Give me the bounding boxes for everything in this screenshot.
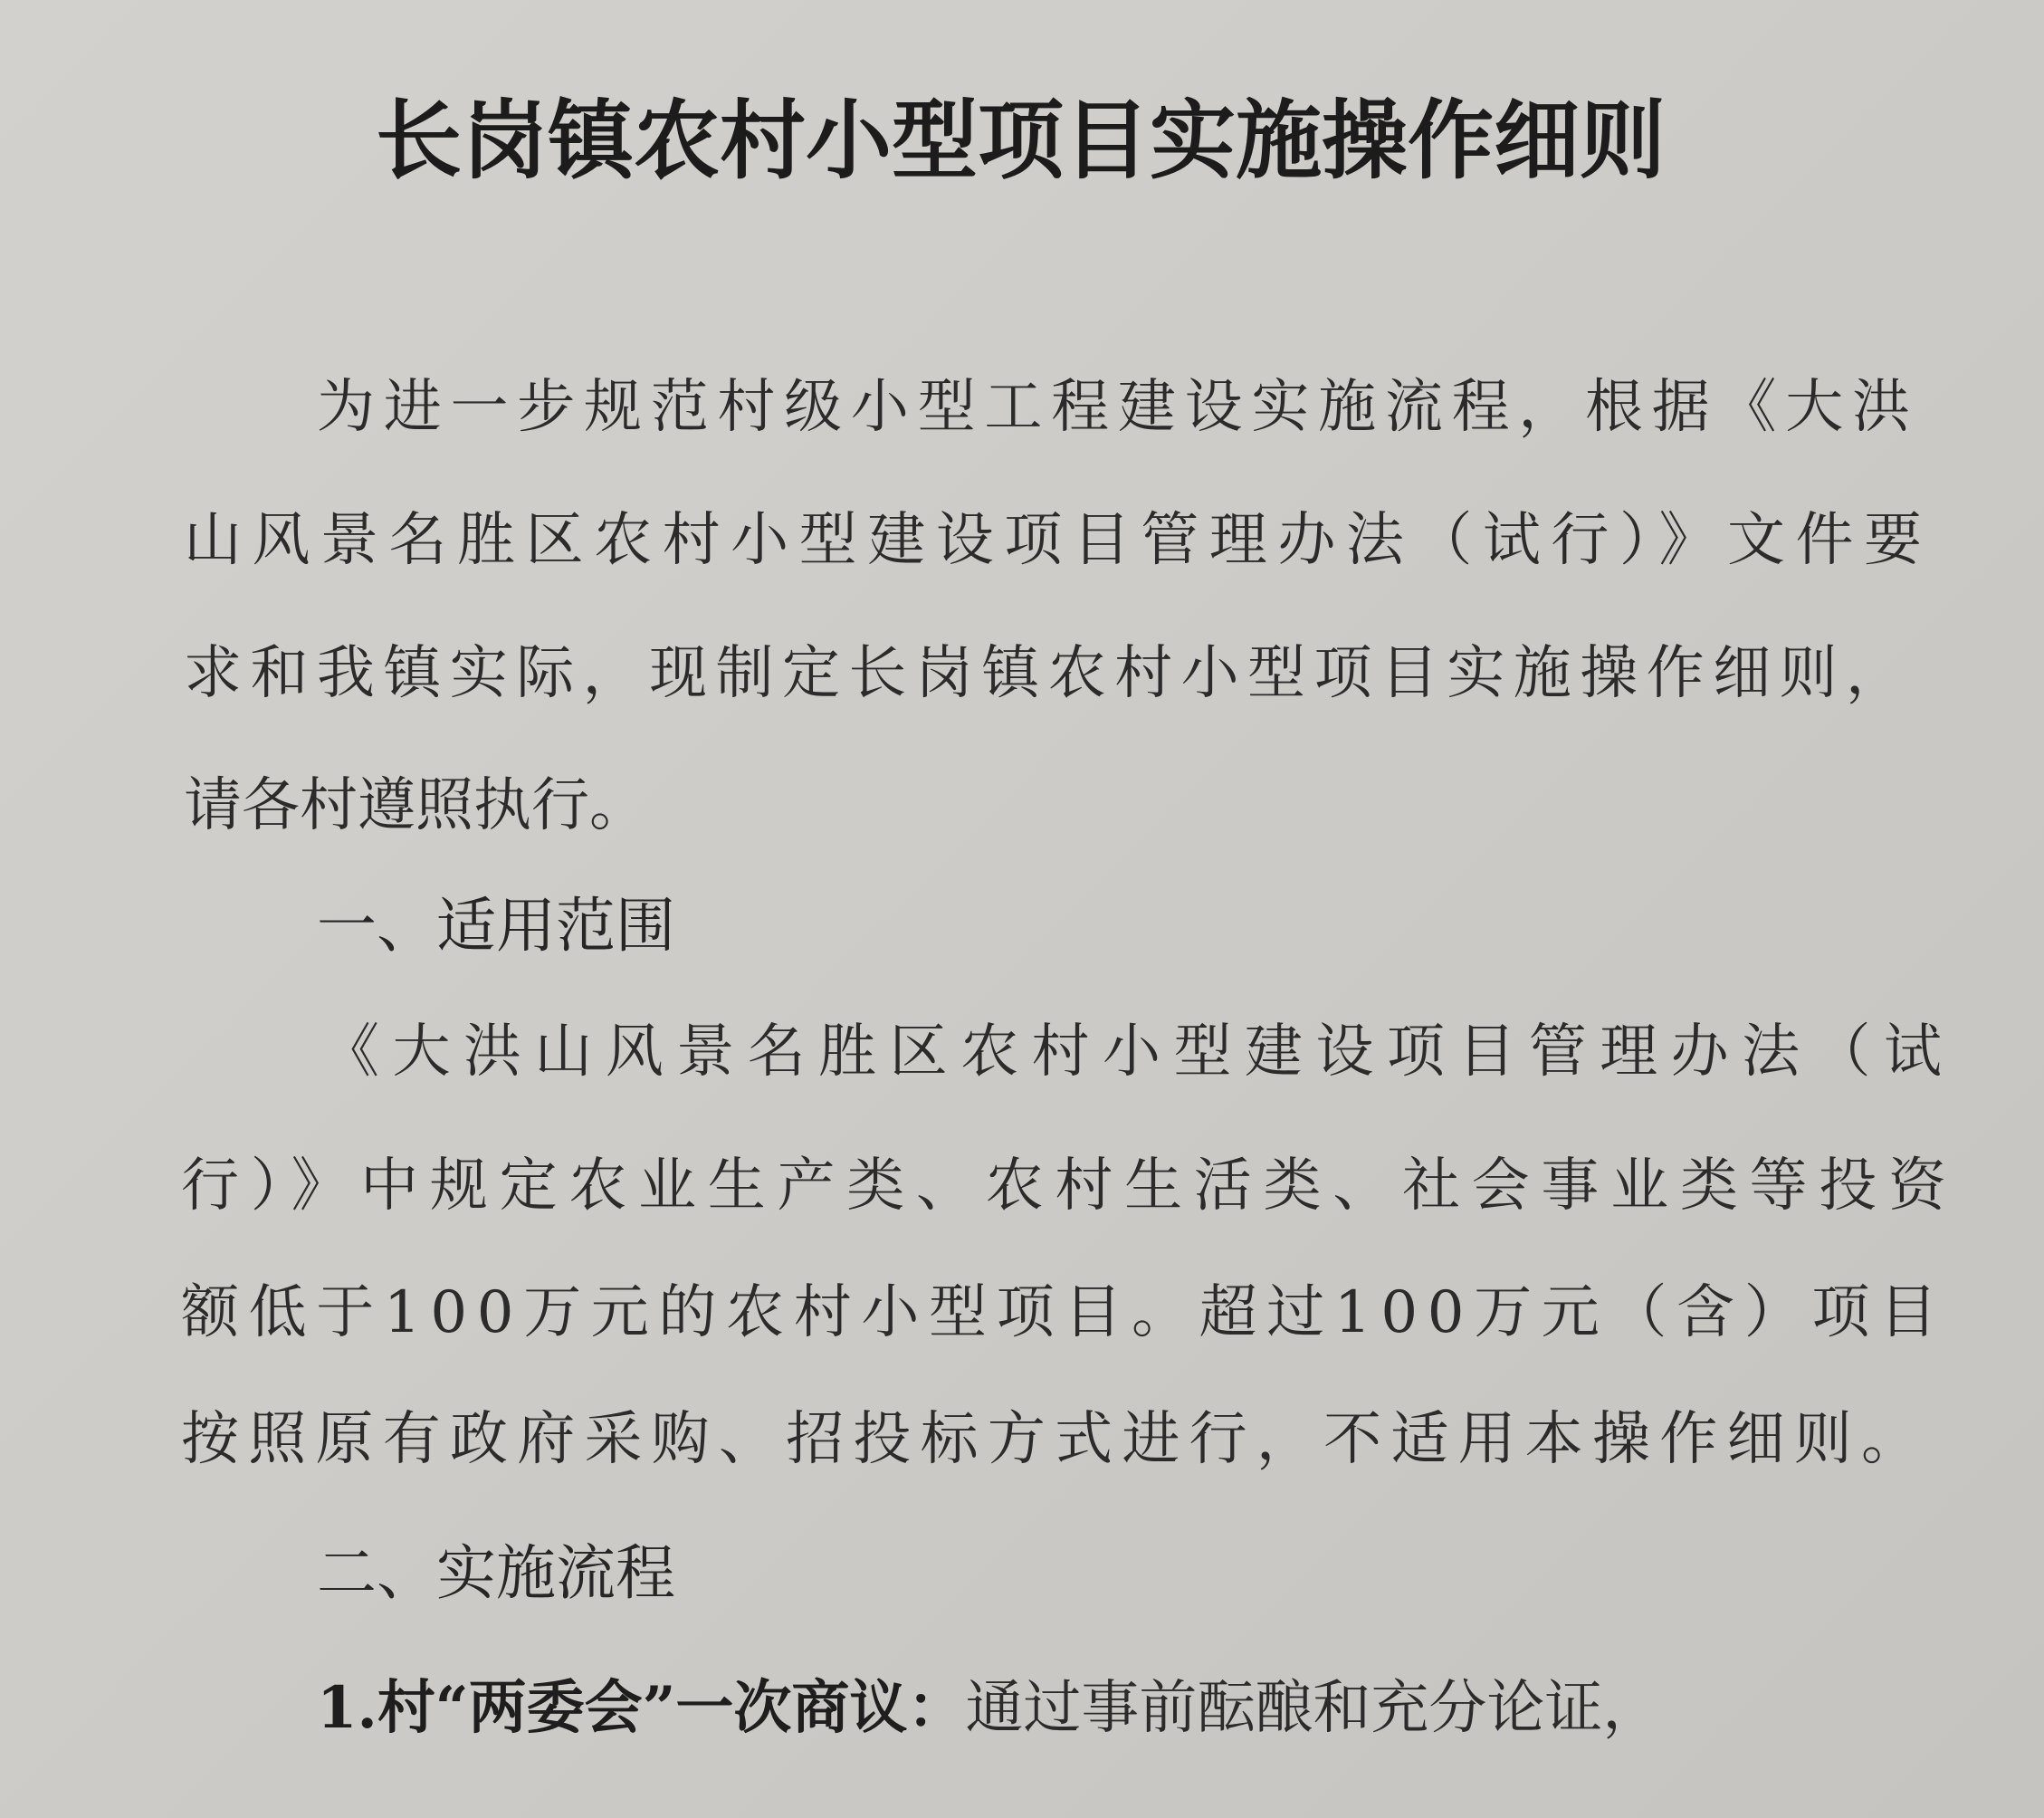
step-1-text: 通过事前酝酿和充分论证， (965, 1675, 1661, 1742)
section-heading-process: 二、实施流程 (317, 1538, 675, 1608)
step-1-lead: 1.村“两委会”一次商议： (317, 1674, 966, 1742)
paragraph-line: 求和我镇实际，现制定长岗镇农村小型项目实施操作细则， (184, 640, 1913, 707)
paragraph-line: 为进一步规范村级小型工程建设实施流程，根据《大洪 (317, 374, 1919, 441)
paragraph-line: 请各村遵照执行。 (184, 772, 647, 839)
paragraph-line: 《大洪山风景名胜区农村小型建设项目管理办法（试 (321, 1019, 1955, 1086)
paragraph-line: 行）》中规定农业生产类、农村生活类、社会事业类等投资 (181, 1153, 1958, 1220)
document-title: 长岗镇农村小型项目实施操作细则 (376, 91, 1667, 191)
section-heading-scope: 一、适用范围 (317, 891, 675, 961)
paragraph-line: 按照原有政府采购、招投标方式进行，不适用本操作细则。 (181, 1406, 1929, 1473)
paragraph-line-step-1 (317, 1674, 1661, 1742)
paragraph-line: 山风景名胜区农村小型建设项目管理办法（试行）》文件要 (184, 507, 1933, 574)
paragraph-line: 额低于100万元的农村小型项目。超过100万元（含）项目 (181, 1279, 1947, 1346)
